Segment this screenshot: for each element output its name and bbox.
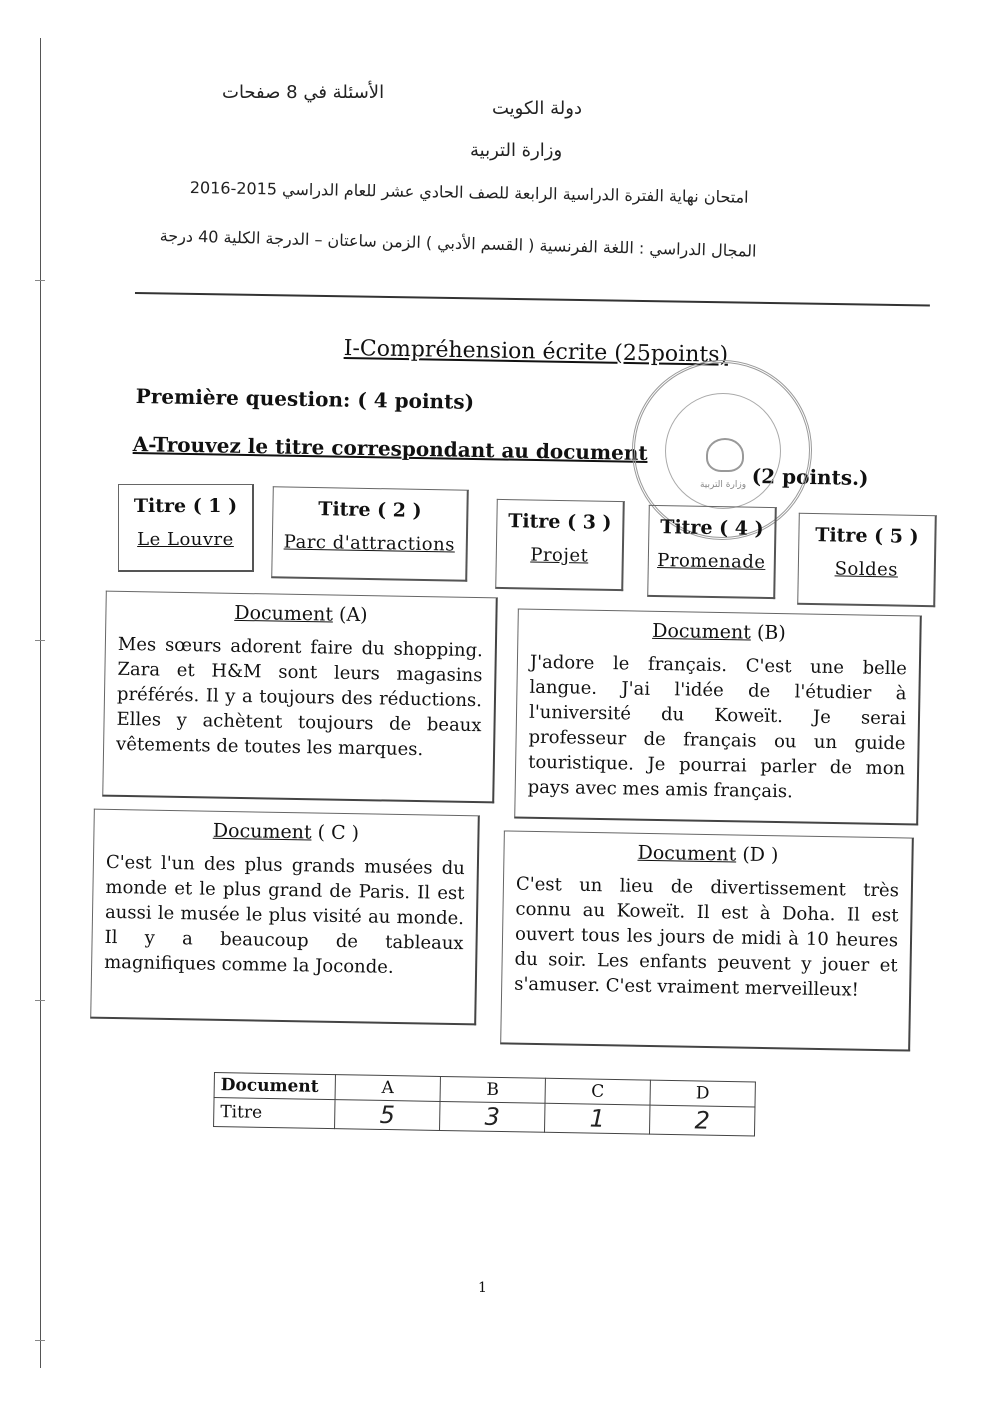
country-name: دولة الكويت [492,98,582,119]
title-box-5 [797,513,937,607]
answer-c[interactable]: 1 [544,1103,649,1134]
section-title: I-Compréhension écrite (25points) [343,336,729,368]
title-label: Titre ( 5 ) [815,524,919,548]
title-label: Titre ( 3 ) [508,510,612,534]
ministry-name: وزارة التربية [470,140,563,161]
question-title: Première question: ( 4 points) [135,384,475,414]
document-head: Document [652,619,752,644]
title-box-1 [118,484,254,572]
stamp-text: وزارة التربية [699,480,747,490]
column-c: C [545,1078,650,1105]
answer-a[interactable]: 5 [335,1100,440,1131]
pages-note: الأسئلة في 8 صفحات [222,82,385,103]
document-head: Document [212,819,312,844]
answer-b[interactable]: 3 [440,1101,545,1132]
document-head: Document [637,841,737,866]
document-b [514,608,922,825]
row-label-titre: Titre [214,1098,335,1129]
answer-table [213,1072,756,1136]
answer-d[interactable]: 2 [649,1105,754,1136]
document-letter: ( C ) [317,821,360,845]
document-d [500,830,914,1051]
page-number: 1 [478,1280,487,1296]
document-text: Mes sœurs adorent faire du shopping. Zara et H&M sont leurs magasins préférés. Il y a toujours des réductions. Elles y achètent toujours de beaux vêtements de toutes les marques. [115,633,484,761]
margin-tick [35,1000,45,1001]
document-text: C'est un lieu de divertissement très connu au Koweït. Il est à Doha. Il est ouvert tous les jours de midi à 10 heures du soir. Les enfants peuvent y jouer et s'amuser. C'est vraiment merveilleux! [514,873,900,1001]
title-name: Parc d'attractions [283,531,456,556]
title-name: Le Louvre [137,529,234,550]
column-d: D [650,1080,755,1107]
margin-tick [35,640,45,641]
title-name: Projet [530,544,589,567]
document-c [90,809,480,1026]
column-b: B [440,1076,545,1103]
document-text: J'adore le français. C'est une belle langue. J'ai l'idée de l'étudier à l'université du Koweït. Je serai professeur de français ou un guide touristique. Je pourrai parler de mon pays avec mes amis français. [527,651,908,803]
title-box-3 [495,499,625,591]
row-label-document: Document [214,1073,335,1100]
document-head: Document [234,601,334,626]
title-label: Titre ( 4 ) [660,516,764,540]
title-label: Titre ( 1 ) [133,495,238,517]
instruction-points: (2 points.) [751,464,869,491]
header-divider [135,292,930,306]
subject-line: المجال الدراسي : اللغة الفرنسية ( القسم الأدبي ) الزمن ساعتان – الدرجة الكلية 40 درجة [159,226,757,261]
margin-line [40,38,41,1368]
emblem-icon [706,438,744,472]
document-letter: (A) [338,603,368,627]
document-a [102,591,498,804]
title-label: Titre ( 2 ) [318,498,422,522]
instruction-main: A-Trouvez le titre correspondant au document [132,432,648,465]
margin-tick [35,280,45,281]
title-box-2 [271,486,469,581]
title-name: Promenade [657,550,766,573]
title-name: Soldes [834,558,899,581]
column-a: A [335,1075,440,1102]
margin-tick [35,1340,45,1341]
document-letter: (D ) [742,843,779,867]
document-letter: (B) [756,621,786,645]
title-box-4 [647,505,777,599]
exam-line: امتحان نهاية الفترة الدراسية الرابعة للصف الحادي عشر للعام الدراسي 2015-2016 [189,178,749,207]
document-text: C'est l'un des plus grands musées du monde et le plus grand de Paris. Il est aussi le musée le plus visité au monde. Il y a beaucoup de tableaux magnifiques comme la Joconde. [103,851,466,978]
